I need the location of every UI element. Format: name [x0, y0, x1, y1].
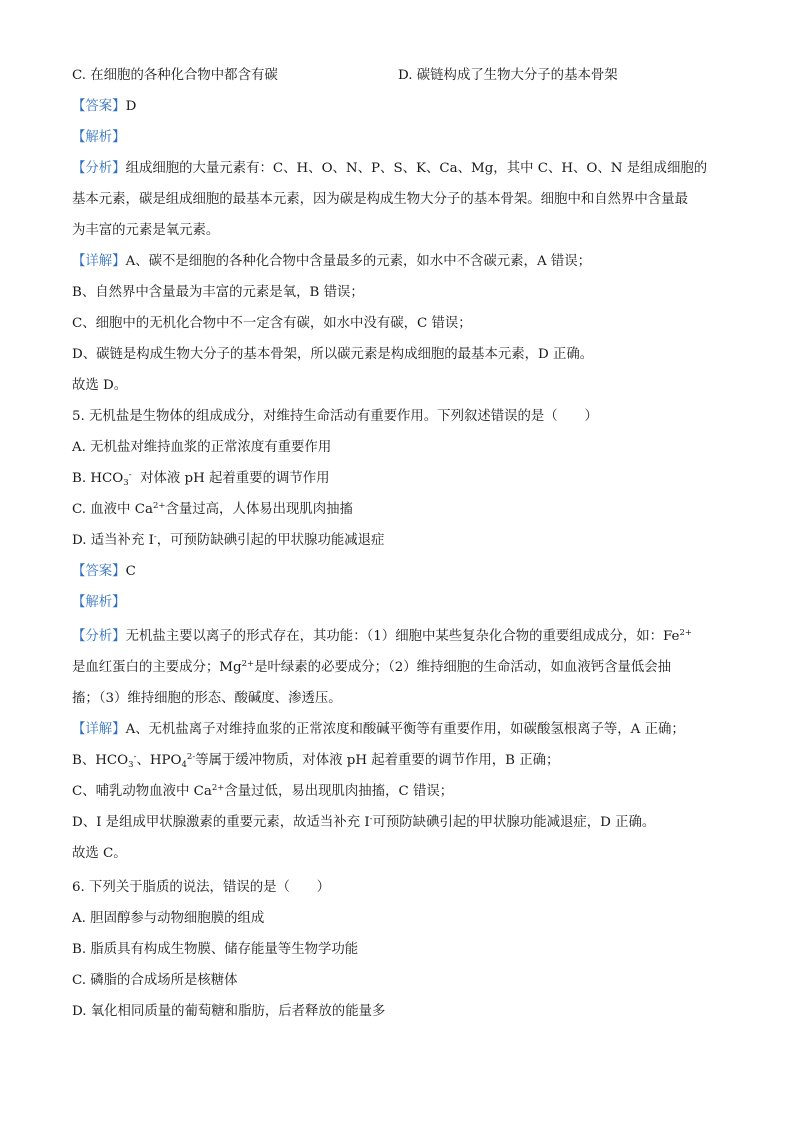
q5-xiangjie-c	[72, 782, 453, 802]
subscript: 3	[123, 478, 129, 488]
superscript: -	[369, 814, 373, 824]
text: 是血红蛋白的主要成分；Mg	[72, 660, 242, 675]
q5-xiangjie-d	[72, 813, 655, 833]
xiangjie-tag: 【详解】	[72, 254, 126, 269]
q4-option-c: C. 在细胞的各种化合物中都含有碳	[72, 68, 278, 83]
q5-fenxi-line-1	[72, 627, 692, 647]
superscript: -	[153, 532, 157, 542]
q5-xiangjie-a	[72, 720, 685, 740]
subscript: 4	[181, 760, 187, 770]
superscript: 2+	[679, 628, 693, 638]
q5-fenxi-line-2	[72, 658, 671, 678]
text: 含量过低，易出现肌肉抽搐，C 错误；	[224, 784, 454, 799]
text: 、HPO	[136, 753, 182, 768]
xiangjie-tag: 【详解】	[72, 722, 126, 737]
q5-fenxi-line-3: 搐；（3）维持细胞的形态、酸碱度、渗透压。	[72, 691, 342, 706]
superscript: -	[133, 752, 137, 762]
superscript: 2+	[241, 659, 255, 669]
q4-options-row	[72, 66, 618, 86]
q4-analysis-tag	[72, 128, 126, 148]
xiangjie-text: A、无机盐离子对维持血浆的正常浓度和酸碱平衡等有重要作用，如碳酸氢根离子等，A 正确；	[125, 722, 685, 737]
q4-xiangjie-d: D、碳链是构成生物大分子的基本骨架，所以碳元素是构成细胞的最基本元素，D 正确。	[72, 347, 594, 362]
text: C. 血液中 Ca	[72, 502, 153, 517]
q4-option-d: D. 碳链构成了生物大分子的基本骨架	[398, 68, 618, 83]
q5-conclusion: 故选 C。	[72, 846, 127, 861]
answer-value: C	[125, 564, 136, 579]
q5-option-a: A. 无机盐对维持血浆的正常浓度有重要作用	[72, 440, 332, 455]
q6-option-b: B. 脂质具有构成生物膜、储存能量等生物学功能	[72, 942, 359, 957]
answer-value: D	[125, 99, 137, 114]
text: 含量过高，人体易出现肌肉抽搐	[165, 502, 353, 517]
q5-xiangjie-b	[72, 751, 559, 771]
q4-xiangjie-b: B、自然界中含量最为丰富的元素是氧，B 错误；	[72, 285, 364, 300]
analysis-tag: 【解析】	[72, 130, 126, 145]
text: 是叶绿素的必要成分；（2）维持细胞的生命活动，如血液钙含量低会抽	[254, 660, 672, 675]
text: 等属于缓冲物质，对体液 pH 起着重要的调节作用，B 正确；	[195, 753, 560, 768]
q4-fenxi-line-2: 基本元素，碳是组成细胞的最基本元素，因为碳是构成生物大分子的基本骨架。细胞中和自然界中含量最	[72, 192, 688, 207]
text: C、哺乳动物血液中 Ca	[72, 784, 212, 799]
text: 对体液 pH 起着重要的调节作用	[131, 471, 330, 486]
q6-option-c: C. 磷脂的合成场所是核糖体	[72, 973, 238, 988]
text: 可预防缺碘引起的甲状腺功能减退症，D 正确。	[372, 815, 656, 830]
text: ，可预防缺碘引起的甲状腺功能减退症	[156, 533, 385, 548]
q5-option-c	[72, 500, 353, 520]
q5-analysis-tag	[72, 593, 126, 613]
superscript: 2+	[211, 783, 225, 793]
q4-fenxi-line-3: 为丰富的元素是氧元素。	[72, 223, 220, 238]
answer-tag: 【答案】	[72, 564, 126, 579]
q4-fenxi-line-1	[72, 159, 707, 179]
q5-answer	[72, 562, 136, 582]
q6-option-a: A. 胆固醇参与动物细胞膜的组成	[72, 911, 265, 926]
q4-xiangjie-c: C、细胞中的无机化合物中不一定含有碳，如水中没有碳，C 错误；	[72, 316, 472, 331]
fenxi-tag: 【分析】	[72, 161, 126, 176]
fenxi-text: 组成细胞的大量元素有：C、H、O、N、P、S、K、Ca、Mg，其中 C、H、O、N 是组成细胞的	[125, 161, 708, 176]
text: B、HCO	[72, 753, 129, 768]
q6-stem: 6. 下列关于脂质的说法，错误的是（ ）	[72, 880, 331, 895]
text: B. HCO	[72, 471, 124, 486]
q6-option-d: D. 氧化相同质量的葡萄糖和脂肪，后者释放的能量多	[72, 1004, 386, 1019]
q4-conclusion: 故选 D。	[72, 378, 128, 393]
superscript: -	[128, 470, 132, 480]
q4-xiangjie-a	[72, 252, 591, 272]
text: D. 适当补充 I	[72, 533, 154, 548]
fenxi-tag: 【分析】	[72, 629, 126, 644]
superscript: 2-	[186, 752, 196, 762]
answer-tag: 【答案】	[72, 99, 126, 114]
q5-option-b	[72, 469, 330, 489]
text: D、I 是组成甲状腺激素的重要元素，故适当补充 I	[72, 815, 370, 830]
q5-option-d	[72, 531, 384, 551]
q4-answer	[72, 97, 136, 117]
xiangjie-text: A、碳不是细胞的各种化合物中含量最多的元素，如水中不含碳元素，A 错误；	[125, 254, 592, 269]
subscript: 3	[128, 760, 134, 770]
text: 无机盐主要以离子的形式存在，其功能：（1）细胞中某些复杂化合物的重要组成成分，如：Fe	[125, 629, 680, 644]
q5-stem: 5. 无机盐是生物体的组成成分，对维持生命活动有重要作用。下列叙述错误的是（ ）	[72, 409, 598, 424]
analysis-tag: 【解析】	[72, 595, 126, 610]
superscript: 2+	[152, 501, 166, 511]
